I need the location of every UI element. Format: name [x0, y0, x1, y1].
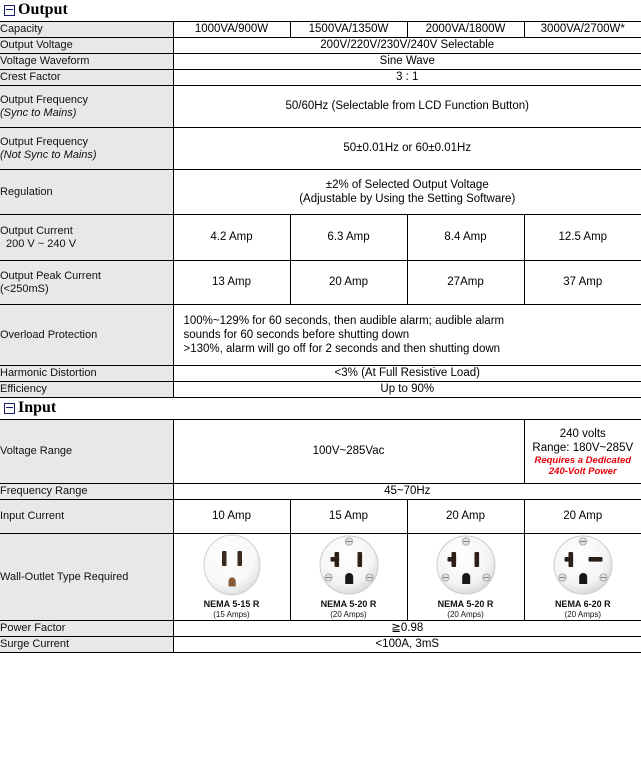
outlet-amps-4: (20 Amps)	[564, 610, 602, 619]
table-row	[0, 621, 641, 637]
output-frequency-sync-value: 50/60Hz (Selectable from LCD Function Button)	[173, 86, 641, 128]
nema-5-20r-outlet-glyph	[309, 534, 389, 596]
regulation-value	[173, 170, 641, 215]
input-current-value-2: 15 Amp	[290, 500, 407, 534]
outlet-name-2: NEMA 5-20 R	[320, 599, 377, 609]
outlet-name-4: NEMA 6-20 R	[554, 599, 611, 609]
efficiency-value: Up to 90%	[173, 382, 641, 398]
label-main: Output Frequency	[0, 93, 89, 106]
output-current-value-1: 4.2 Amp	[173, 215, 290, 261]
outlet-amps-2: (20 Amps)	[330, 610, 367, 619]
voltage-range-value: 100V~285Vac	[173, 420, 524, 484]
output-peak-current-value-4: 37 Amp	[524, 261, 641, 305]
nema-5-20r-outlet-glyph	[426, 534, 506, 596]
regulation-line-2: (Adjustable by Using the Setting Software)	[299, 193, 516, 205]
overload-protection-value	[173, 305, 641, 366]
outlet-cell-1	[173, 534, 290, 621]
label-main: Output Frequency	[0, 135, 89, 148]
table-row	[0, 22, 641, 38]
row-label-capacity: Capacity	[0, 22, 173, 38]
input-current-value-4: 20 Amp	[524, 500, 641, 534]
overload-line-1: 100%~129% for 60 seconds, then audible alarm; audible alarm	[183, 315, 505, 327]
output-current-value-4: 12.5 Amp	[524, 215, 641, 261]
input-current-value-3: 20 Amp	[407, 500, 524, 534]
row-label-surge-current: Surge Current	[0, 637, 173, 653]
row-label-voltage-range: Voltage Range	[0, 420, 173, 484]
row-label-output-voltage: Output Voltage	[0, 38, 173, 54]
nema-5-20r-outlet-icon	[291, 534, 407, 620]
harmonic-distortion-value: <3% (At Full Resistive Load)	[173, 366, 641, 382]
row-label-regulation: Regulation	[0, 170, 173, 215]
voltage-range-warning-line-1: Requires a Dedicated	[534, 454, 632, 466]
row-label-output-current	[0, 215, 173, 261]
row-label-overload-protection: Overload Protection	[0, 305, 173, 366]
input-spec-table	[0, 419, 641, 653]
table-row	[0, 70, 641, 86]
nema-6-20r-outlet-icon	[525, 534, 641, 620]
voltage-range-240v-line-1: 240 volts	[559, 427, 606, 440]
table-row	[0, 382, 641, 398]
input-current-value-1: 10 Amp	[173, 500, 290, 534]
table-row	[0, 215, 641, 261]
output-voltage-value: 200V/220V/230V/240V Selectable	[173, 38, 641, 54]
section-title-output: Output	[18, 1, 68, 18]
nema-5-15r-outlet-icon	[174, 534, 290, 620]
capacity-value-1: 1000VA/900W	[173, 22, 290, 38]
outlet-cell-4	[524, 534, 641, 621]
outlet-amps-3: (20 Amps)	[447, 610, 484, 619]
table-row	[0, 637, 641, 653]
table-row	[0, 54, 641, 70]
capacity-value-4: 3000VA/2700W*	[524, 22, 641, 38]
voltage-waveform-value: Sine Wave	[173, 54, 641, 70]
label-sub: (Sync to Mains)	[0, 106, 77, 119]
table-row	[0, 128, 641, 170]
section-title-input: Input	[18, 399, 57, 416]
section-header-input[interactable]	[0, 398, 641, 419]
overload-line-3: >130%, alarm will go off for 2 seconds and then shutting down	[183, 343, 501, 355]
label-sub: (<250mS)	[0, 282, 49, 295]
output-peak-current-value-2: 20 Amp	[290, 261, 407, 305]
power-factor-value: ≧0.98	[173, 621, 641, 637]
label-sub: (Not Sync to Mains)	[0, 148, 97, 161]
table-row	[0, 366, 641, 382]
output-peak-current-value-3: 27Amp	[407, 261, 524, 305]
overload-line-2: sounds for 60 seconds before shutting down	[183, 329, 410, 341]
label-main: Output Current	[0, 224, 73, 237]
row-label-output-frequency-nosync	[0, 128, 173, 170]
output-current-value-3: 8.4 Amp	[407, 215, 524, 261]
output-current-value-2: 6.3 Amp	[290, 215, 407, 261]
crest-factor-value: 3 : 1	[173, 70, 641, 86]
table-row	[0, 38, 641, 54]
regulation-line-1: ±2% of Selected Output Voltage	[325, 179, 489, 191]
table-row	[0, 420, 641, 484]
voltage-range-warning-line-2: 240-Volt Power	[548, 465, 617, 477]
label-sub: 200 V ~ 240 V	[6, 237, 77, 250]
surge-current-value: <100A, 3mS	[173, 637, 641, 653]
capacity-value-2: 1500VA/1350W	[290, 22, 407, 38]
nema-5-20r-outlet-icon	[408, 534, 524, 620]
row-label-voltage-waveform: Voltage Waveform	[0, 54, 173, 70]
voltage-range-240v-line-2: Range: 180V~285V	[532, 441, 634, 454]
table-row	[0, 305, 641, 366]
outlet-amps-1: (15 Amps)	[213, 610, 250, 619]
nema-5-15r-outlet-glyph	[192, 534, 272, 596]
table-row	[0, 170, 641, 215]
capacity-value-3: 2000VA/1800W	[407, 22, 524, 38]
outlet-name-1: NEMA 5-15 R	[203, 599, 260, 609]
output-spec-table	[0, 21, 641, 398]
table-row	[0, 500, 641, 534]
voltage-range-240v-cell	[524, 420, 641, 484]
row-label-frequency-range: Frequency Range	[0, 484, 173, 500]
outlet-cell-2	[290, 534, 407, 621]
row-label-wall-outlet: Wall-Outlet Type Required	[0, 534, 173, 621]
frequency-range-value: 45~70Hz	[173, 484, 641, 500]
table-row	[0, 261, 641, 305]
section-header-output[interactable]	[0, 0, 641, 21]
table-row	[0, 86, 641, 128]
nema-6-20r-outlet-glyph	[543, 534, 623, 596]
row-label-input-current: Input Current	[0, 500, 173, 534]
label-main: Output Peak Current	[0, 269, 101, 282]
row-label-efficiency: Efficiency	[0, 382, 173, 398]
outlet-cell-3	[407, 534, 524, 621]
row-label-output-peak-current	[0, 261, 173, 305]
row-label-harmonic-distortion: Harmonic Distortion	[0, 366, 173, 382]
outlet-name-3: NEMA 5-20 R	[437, 599, 494, 609]
collapse-minus-box-icon[interactable]	[4, 5, 15, 16]
table-row	[0, 534, 641, 621]
row-label-crest-factor: Crest Factor	[0, 70, 173, 86]
output-peak-current-value-1: 13 Amp	[173, 261, 290, 305]
row-label-power-factor: Power Factor	[0, 621, 173, 637]
collapse-minus-box-icon[interactable]	[4, 403, 15, 414]
row-label-output-frequency-sync	[0, 86, 173, 128]
table-row	[0, 484, 641, 500]
output-frequency-nosync-value: 50±0.01Hz or 60±0.01Hz	[173, 128, 641, 170]
